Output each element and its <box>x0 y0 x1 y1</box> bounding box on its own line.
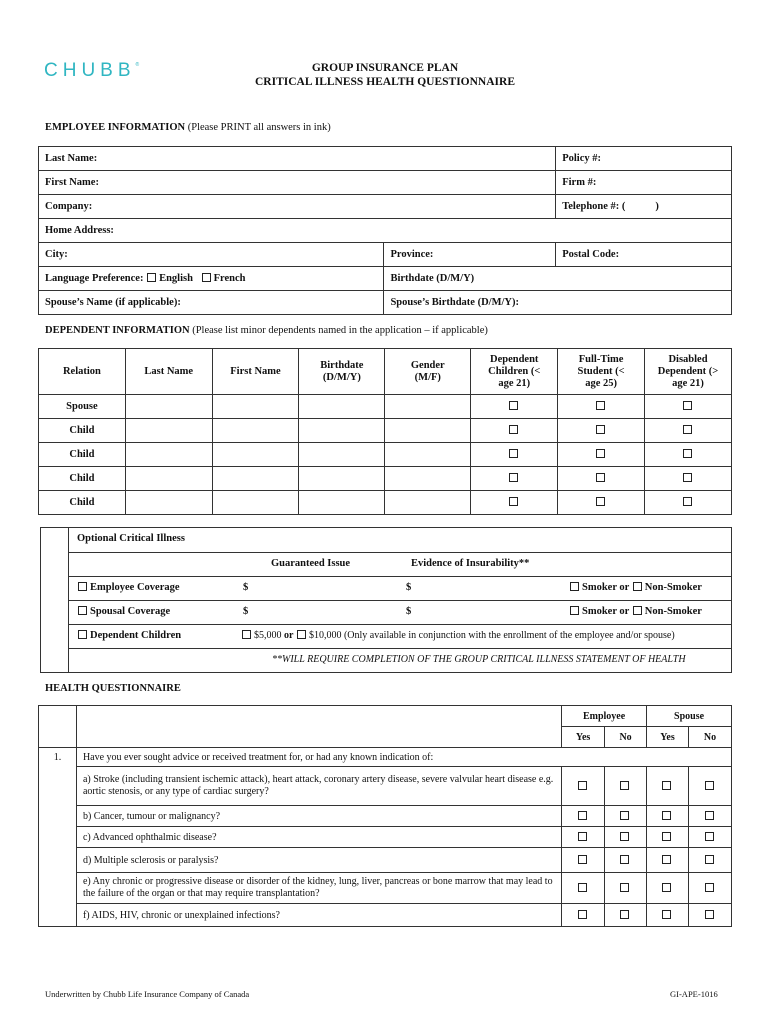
last-name-label: Last Name: <box>45 153 98 164</box>
birthdate-cell[interactable] <box>299 419 385 443</box>
province-field[interactable] <box>384 243 556 267</box>
spouse-yes-checkbox[interactable] <box>662 781 671 790</box>
dependent-heading-text: DEPENDENT INFORMATION <box>45 325 190 336</box>
dependent-children-checkbox[interactable] <box>509 473 518 482</box>
dependent-row <box>39 467 732 491</box>
amount-5000-label: $5,000 <box>254 630 282 641</box>
dependent-children-label: Dependent Children <box>90 630 182 641</box>
province-label: Province: <box>390 249 434 260</box>
logo-mark: ® <box>135 62 140 68</box>
employee-coverage-option <box>77 582 180 593</box>
spouse-name-label: Spouse’s Name (if applicable): <box>45 297 181 308</box>
telephone-label: Telephone #: ( <box>562 201 626 212</box>
spousal-coverage-option <box>77 606 170 617</box>
company-label: Company: <box>45 201 93 212</box>
relation-cell: Child <box>39 467 126 491</box>
underwritten-by: Underwritten by Chubb Life Insurance Company of Canada <box>45 989 250 999</box>
last-name-cell[interactable] <box>125 419 212 443</box>
non-smoker-label: Non-Smoker <box>644 582 702 593</box>
english-label: English <box>159 273 193 284</box>
eoi-dollar: $ <box>406 582 412 593</box>
health-header-row-2 <box>39 727 732 748</box>
col-birthdate: Birthdate (D/M/Y) <box>299 349 385 395</box>
birthdate-cell[interactable] <box>299 443 385 467</box>
employee-no-header: No <box>605 727 647 748</box>
firm-label: Firm #: <box>562 177 597 188</box>
spouse-no-checkbox[interactable] <box>705 832 714 841</box>
guaranteed-issue-header: Guaranteed Issue <box>271 558 351 569</box>
employee-coverage-checkbox[interactable] <box>78 582 87 591</box>
french-label: French <box>213 273 246 284</box>
employee-no-checkbox[interactable] <box>620 832 629 841</box>
gender-cell[interactable] <box>385 443 471 467</box>
dependent-children-checkbox[interactable] <box>509 497 518 506</box>
employee-yes-checkbox[interactable] <box>578 883 587 892</box>
english-checkbox[interactable] <box>147 273 156 282</box>
spouse-no-checkbox[interactable] <box>705 781 714 790</box>
question-item-row <box>39 873 732 904</box>
col-last-name: Last Name <box>125 349 212 395</box>
health-section-heading: HEALTH QUESTIONNAIRE <box>45 683 181 694</box>
side-strip <box>41 528 69 672</box>
spouse-no-checkbox[interactable] <box>705 855 714 864</box>
birthdate-cell[interactable] <box>299 467 385 491</box>
col-gender: Gender (M/F) <box>385 349 471 395</box>
birthdate-field[interactable] <box>384 267 732 291</box>
spouse-birthdate-field[interactable] <box>384 291 732 315</box>
evidence-header: Evidence of Insurability** <box>411 558 530 569</box>
form-title-line1: GROUP INSURANCE PLAN <box>311 62 459 74</box>
question-text: Have you ever sought advice or received treatment for, or had any known indication of: <box>76 748 731 767</box>
gender-cell[interactable] <box>385 467 471 491</box>
home-address-label: Home Address: <box>45 225 114 236</box>
question-row <box>39 748 732 767</box>
dependent-children-coverage-checkbox[interactable] <box>78 630 87 639</box>
smoker-label: Smoker or <box>582 606 630 617</box>
col-dependent-children: Dependent Children (< age 21) <box>471 349 558 395</box>
optional-header-row <box>69 552 731 577</box>
non-smoker-checkbox[interactable] <box>633 606 642 615</box>
first-name-cell[interactable] <box>212 491 299 515</box>
health-header-row-1 <box>39 706 732 727</box>
employee-info-table <box>38 146 732 315</box>
disabled-dependent-checkbox[interactable] <box>683 401 692 410</box>
employee-yes-checkbox[interactable] <box>578 855 587 864</box>
or-label: or <box>284 630 294 641</box>
question-item-text: d) Multiple sclerosis or paralysis? <box>76 848 561 873</box>
first-name-cell[interactable] <box>212 443 299 467</box>
postal-code-label: Postal Code: <box>562 249 620 260</box>
relation-cell: Child <box>39 443 126 467</box>
first-name-cell[interactable] <box>212 467 299 491</box>
employee-no-checkbox[interactable] <box>620 781 629 790</box>
eoi-footnote: **WILL REQUIRE COMPLETION OF THE GROUP CRITICAL ILLNESS STATEMENT OF HEALTH <box>272 654 686 665</box>
language-preference-field <box>39 267 384 291</box>
optional-footnote-row <box>69 648 731 672</box>
dependent-amount-options <box>241 630 675 641</box>
gi-dollar: $ <box>243 606 249 617</box>
disabled-dependent-checkbox[interactable] <box>683 449 692 458</box>
spousal-coverage-row <box>69 600 731 625</box>
question-item-row <box>39 904 732 927</box>
employee-heading-note: (Please PRINT all answers in ink) <box>187 122 331 133</box>
spouse-yes-header: Yes <box>647 727 689 748</box>
smoker-choice <box>569 582 702 593</box>
dependent-info-table <box>38 348 732 515</box>
dependent-children-checkbox[interactable] <box>509 401 518 410</box>
amount-10000-checkbox[interactable] <box>297 630 306 639</box>
question-item-text: b) Cancer, tumour or malignancy? <box>76 806 561 827</box>
spouse-yes-checkbox[interactable] <box>662 832 671 841</box>
employee-no-checkbox[interactable] <box>620 855 629 864</box>
policy-number-field[interactable] <box>556 147 732 171</box>
dependent-row <box>39 395 732 419</box>
spouse-no-checkbox[interactable] <box>705 883 714 892</box>
dependent-section-heading <box>45 325 488 336</box>
smoker-checkbox[interactable] <box>570 582 579 591</box>
question-item-row <box>39 827 732 848</box>
employee-no-checkbox[interactable] <box>620 910 629 919</box>
spousal-coverage-checkbox[interactable] <box>78 606 87 615</box>
birthdate-cell[interactable] <box>299 395 385 419</box>
telephone-field[interactable] <box>556 195 732 219</box>
optional-critical-illness-box <box>40 527 732 673</box>
birthdate-cell[interactable] <box>299 491 385 515</box>
relation-cell: Child <box>39 419 126 443</box>
dependent-row <box>39 419 732 443</box>
spouse-yes-checkbox[interactable] <box>662 855 671 864</box>
city-label: City: <box>45 249 68 260</box>
form-code: GI-APE-1016 <box>670 989 718 999</box>
relation-cell: Child <box>39 491 126 515</box>
employee-yes-header: Yes <box>562 727 605 748</box>
dependent-children-row <box>69 624 731 649</box>
company-field[interactable] <box>39 195 556 219</box>
dependent-children-checkbox[interactable] <box>509 425 518 434</box>
health-questionnaire-table <box>38 705 732 927</box>
disabled-dependent-checkbox[interactable] <box>683 473 692 482</box>
employee-heading-text: EMPLOYEE INFORMATION <box>45 122 186 133</box>
disabled-dependent-checkbox[interactable] <box>683 497 692 506</box>
spouse-col-header: Spouse <box>647 706 732 727</box>
spouse-birthdate-label: Spouse’s Birthdate (D/M/Y): <box>390 297 519 308</box>
birthdate-label: Birthdate (D/M/Y) <box>390 273 475 284</box>
full-time-student-checkbox[interactable] <box>596 401 605 410</box>
policy-label: Policy #: <box>562 153 601 164</box>
last-name-cell[interactable] <box>125 491 212 515</box>
employee-coverage-label: Employee Coverage <box>90 582 180 593</box>
logo-text: CHUBB <box>44 60 136 81</box>
question-item-row <box>39 767 732 806</box>
gender-cell[interactable] <box>385 395 471 419</box>
optional-title: Optional Critical Illness <box>77 533 185 544</box>
postal-code-field[interactable] <box>556 243 732 267</box>
spouse-yes-checkbox[interactable] <box>662 811 671 820</box>
last-name-cell[interactable] <box>125 443 212 467</box>
first-name-label: First Name: <box>45 177 99 188</box>
full-time-student-checkbox[interactable] <box>596 497 605 506</box>
first-name-cell[interactable] <box>212 395 299 419</box>
question-item-text: e) Any chronic or progressive disease or disorder of the kidney, lung, liver, pancreas or bone marrow that may lead to the failure of the organ or that may require transplantation? <box>76 873 561 904</box>
spouse-no-checkbox[interactable] <box>705 811 714 820</box>
gender-cell[interactable] <box>385 419 471 443</box>
last-name-cell[interactable] <box>125 467 212 491</box>
employee-col-header: Employee <box>562 706 647 727</box>
employee-section-heading <box>45 122 331 133</box>
gender-cell[interactable] <box>385 491 471 515</box>
form-title-line2: CRITICAL ILLNESS HEALTH QUESTIONNAIRE <box>254 76 515 88</box>
first-name-cell[interactable] <box>212 419 299 443</box>
employee-yes-checkbox[interactable] <box>578 832 587 841</box>
employee-coverage-row <box>69 576 731 601</box>
question-item-text: a) Stroke (including transient ischemic attack), heart attack, coronary artery disease, severe valvular heart disease e.g. aortic stenosis, or any type of cardiac surgery? <box>76 767 561 806</box>
employee-yes-checkbox[interactable] <box>578 811 587 820</box>
spouse-yes-checkbox[interactable] <box>662 883 671 892</box>
dependent-children-checkbox[interactable] <box>509 449 518 458</box>
col-disabled-dependent: Disabled Dependent (> age 21) <box>645 349 732 395</box>
question-item-row <box>39 806 732 827</box>
city-field[interactable] <box>39 243 384 267</box>
first-name-field[interactable] <box>39 171 556 195</box>
col-relation: Relation <box>39 349 126 395</box>
dependent-row <box>39 491 732 515</box>
french-checkbox[interactable] <box>202 273 211 282</box>
eoi-dollar: $ <box>406 606 412 617</box>
question-item-text: c) Advanced ophthalmic disease? <box>76 827 561 848</box>
col-full-time-student: Full-Time Student (< age 25) <box>558 349 645 395</box>
dependent-children-option <box>77 630 181 641</box>
spouse-no-header: No <box>689 727 732 748</box>
smoker-checkbox[interactable] <box>570 606 579 615</box>
spouse-name-field[interactable] <box>39 291 384 315</box>
non-smoker-label: Non-Smoker <box>644 606 702 617</box>
home-address-field[interactable] <box>39 219 732 243</box>
gi-dollar: $ <box>243 582 249 593</box>
amount-10000-label: $10,000 (Only available in conjunction with the enrollment of the employee and/or spouse) <box>308 630 675 641</box>
full-time-student-checkbox[interactable] <box>596 425 605 434</box>
smoker-label: Smoker or <box>582 582 630 593</box>
language-pref-label: Language Preference: <box>45 273 144 284</box>
telephone-paren-close: ) <box>655 201 659 212</box>
dependent-heading-note: (Please list minor dependents named in the application – if applicable) <box>192 325 488 336</box>
amount-5000-checkbox[interactable] <box>242 630 251 639</box>
full-time-student-checkbox[interactable] <box>596 449 605 458</box>
spousal-coverage-label: Spousal Coverage <box>90 606 171 617</box>
question-item-row <box>39 848 732 873</box>
optional-title-row <box>69 528 731 553</box>
spouse-no-checkbox[interactable] <box>705 910 714 919</box>
last-name-field[interactable] <box>39 147 556 171</box>
last-name-cell[interactable] <box>125 395 212 419</box>
firm-number-field[interactable] <box>556 171 732 195</box>
col-first-name: First Name <box>212 349 299 395</box>
employee-yes-checkbox[interactable] <box>578 781 587 790</box>
dependent-row <box>39 443 732 467</box>
employee-no-checkbox[interactable] <box>620 883 629 892</box>
smoker-choice <box>569 606 702 617</box>
relation-cell: Spouse <box>39 395 126 419</box>
non-smoker-checkbox[interactable] <box>633 582 642 591</box>
employee-yes-checkbox[interactable] <box>578 910 587 919</box>
employee-no-checkbox[interactable] <box>620 811 629 820</box>
question-number: 1. <box>39 748 77 927</box>
full-time-student-checkbox[interactable] <box>596 473 605 482</box>
disabled-dependent-checkbox[interactable] <box>683 425 692 434</box>
question-item-text: f) AIDS, HIV, chronic or unexplained infections? <box>76 904 561 927</box>
spouse-yes-checkbox[interactable] <box>662 910 671 919</box>
